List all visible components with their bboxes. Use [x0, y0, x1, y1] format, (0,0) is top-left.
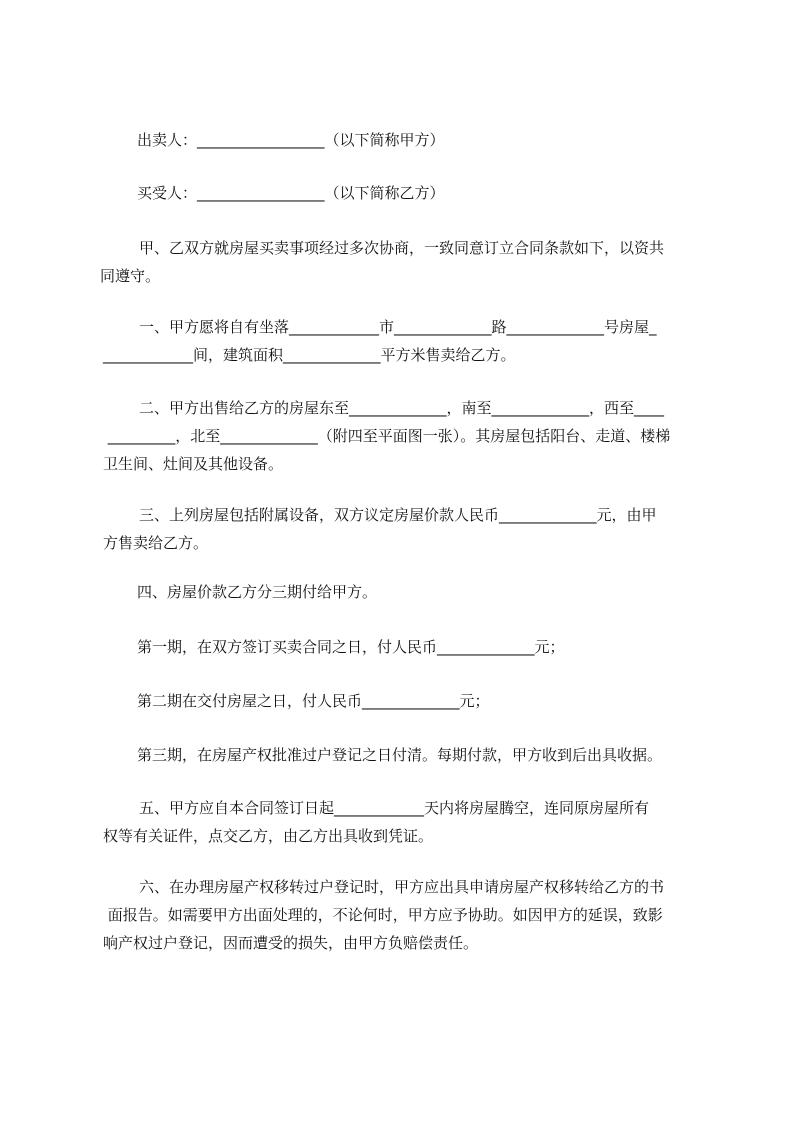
- preamble-line-2: 同遵守。: [100, 267, 161, 285]
- clause-6-line-1: 六、在办理房屋产权移转过户登记时，甲方应出具申请房屋产权移转给乙方的书: [139, 878, 665, 896]
- installment-3: [107, 741, 707, 769]
- buyer-text: 买受人：_________________（以下简称乙方）: [137, 184, 445, 202]
- installment-2: [107, 687, 707, 715]
- clause-2-line-3: 卫生间、灶间及其他设备。: [103, 455, 284, 473]
- clause-3-line-2: 方售卖给乙方。: [103, 534, 209, 552]
- clause-3-line-1: 三、上列房屋包括附属设备，双方议定房屋价款人民币_____________元，由甲: [139, 506, 657, 524]
- clause-1-paragraph: [103, 313, 707, 369]
- seller-line: [107, 126, 707, 154]
- clause-5-line-2: 权等有关证件，点交乙方，由乙方出具收到凭证。: [103, 827, 434, 845]
- seller-text: 出卖人：_________________（以下简称甲方）: [137, 131, 445, 149]
- clause-2-line-1: 二、甲方出售给乙方的房屋东至_____________，南至_____________，西至____: [139, 399, 665, 417]
- clause-4-heading-text: 四、房屋价款乙方分三期付给甲方。: [137, 583, 378, 601]
- preamble-line-1: 甲、乙双方就房屋买卖事项经过多次协商，一致同意订立合同条款如下，以资共: [139, 239, 665, 257]
- clause-6-line-2: 面报告。如需要甲方出面处理的，不论何时，甲方应予协助。如因甲方的延误，致影: [103, 906, 663, 924]
- clause-3-paragraph: [103, 501, 707, 557]
- installment-1-text: 第一期，在双方签订买卖合同之日，付人民币_____________元；: [137, 638, 565, 656]
- clause-5-line-1: 五、甲方应自本合同签订日起____________天内将房屋腾空，连同原房屋所有: [139, 799, 650, 817]
- clause-1-line-1: 一、甲方愿将自有坐落____________市_____________路_____________号房屋_: [139, 318, 657, 336]
- buyer-line: [107, 179, 707, 207]
- clause-4-heading: [107, 578, 707, 606]
- clause-1-line-2: ____________间，建筑面积_____________平方米售卖给乙方。: [103, 346, 516, 364]
- installment-2-text: 第二期在交付房屋之日，付人民币_____________元；: [137, 692, 490, 710]
- installment-1: [107, 633, 707, 661]
- clause-5-paragraph: [103, 794, 707, 850]
- installment-3-text: 第三期，在房屋产权批准过户登记之日付清。每期付款，甲方收到后出具收据。: [137, 746, 663, 764]
- preamble-paragraph: [100, 234, 707, 290]
- clause-2-line-2: _________，北至_____________（附四至平面图一张）。其房屋包括阳台、走道、楼梯: [103, 427, 671, 445]
- clause-6-paragraph: [103, 873, 707, 957]
- clause-6-line-3: 响产权过户登记，因而遭受的损失，由甲方负赔偿责任。: [103, 934, 479, 952]
- clause-2-paragraph: [103, 394, 707, 478]
